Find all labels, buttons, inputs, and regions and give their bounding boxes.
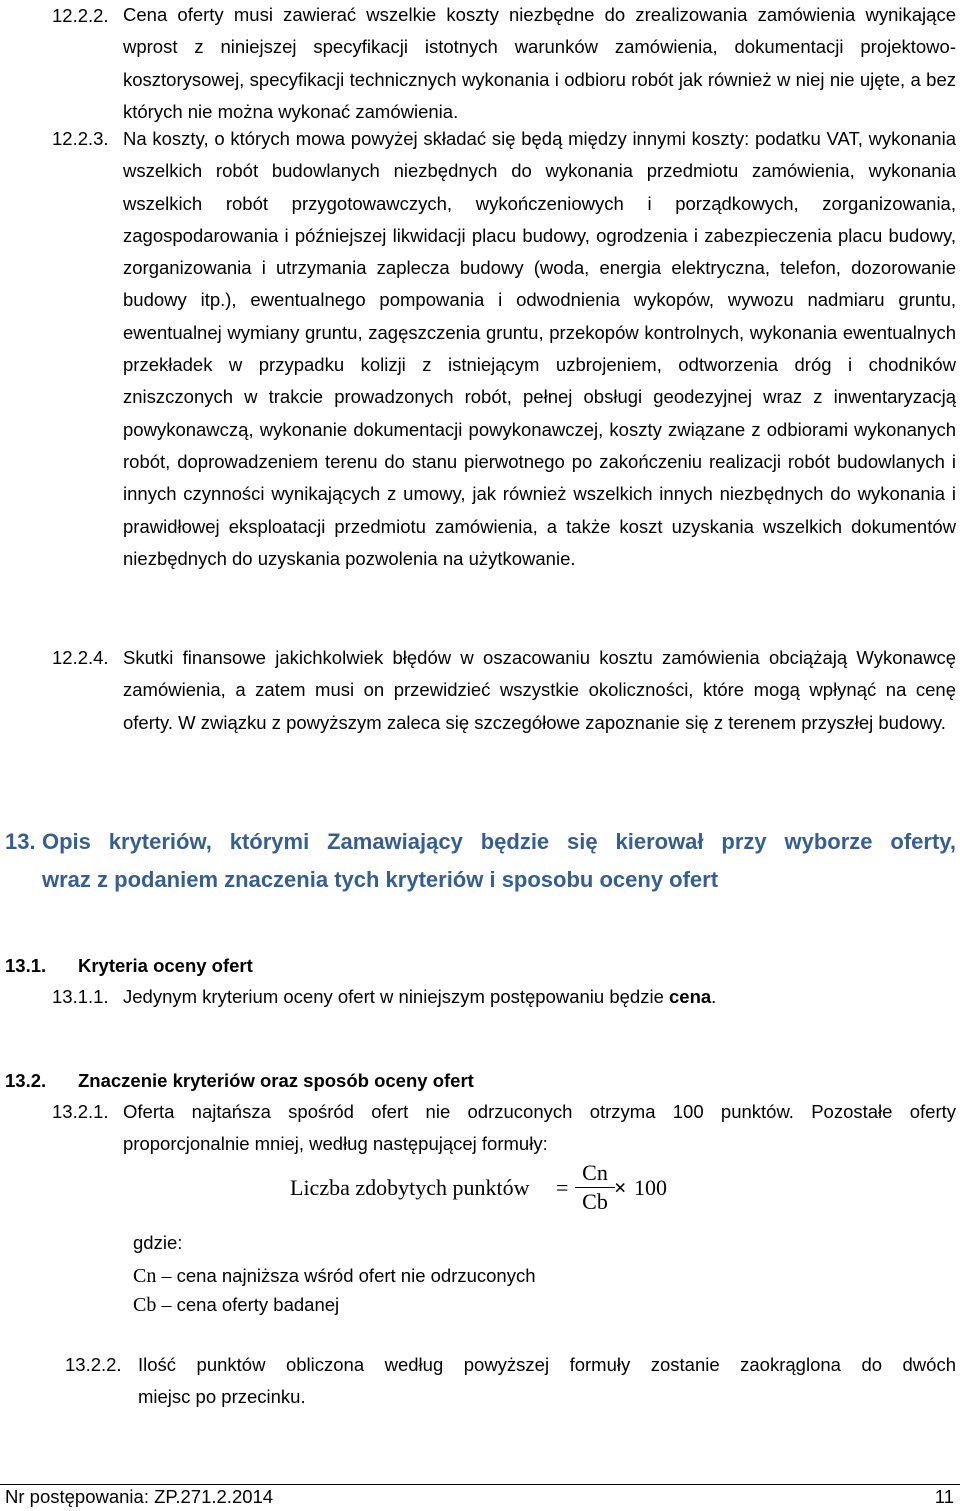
- formula-denominator: Cb: [582, 1189, 608, 1214]
- page-number: 11: [934, 1486, 954, 1507]
- item-text: Jedynym kryterium oceny ofert w niniejszym postępowaniu będzie cena.: [123, 986, 717, 1007]
- paragraph-number: 12.2.4.: [52, 647, 109, 668]
- subsection-number: 13.1.: [5, 955, 47, 976]
- footer-divider: [0, 1484, 960, 1485]
- section-heading-line2: wraz z podaniem znaczenia tych kryteriów i sposobu oceny ofert: [42, 867, 719, 892]
- fraction-bar: [575, 1187, 615, 1188]
- formula-numerator: Cn: [582, 1160, 608, 1185]
- footer-reference: Nr postępowania: ZP.271.2.2014: [5, 1486, 274, 1507]
- legend-cn-text: cena najniższa wśród ofert nie odrzuconych: [176, 1265, 536, 1286]
- legend-cn-symbol: Cn: [133, 1265, 157, 1287]
- legend-cb-symbol: Cb: [133, 1294, 157, 1316]
- formula-left: Liczba zdobytych punktów: [290, 1175, 530, 1200]
- paragraph-text: Cena oferty musi zawierać wszelkie koszty niezbędne do zrealizowania zamówienia wynikające wprost z niniejszej specyfikacji istotnych warunków zamówienia, dokumentacji projektowo-kosztorysowej, specyfikacji technicznych wykonania i odbioru robót jak również w niej nie ujęte, a bez których nie można wykonać zamówienia.: [123, 4, 956, 122]
- legend-cn-dash: –: [161, 1265, 172, 1287]
- legend-cn: [133, 1260, 536, 1292]
- paragraph-text: Na koszty, o których mowa powyżej składać się będą między innymi koszty: podatku VAT, wykonania wszelkich robót budowlanych niezbędnych do wykonania przedmiotu zamówienia, wykonania wszelkich robót przygotowawczych, wykończeniowych i porządkowych, zorganizowania, zagospodarowania i późniejszej likwidacji placu budowy, ogrodzenia i zabezpieczenia placu budowy, zorganizowania i utrzymania zaplecza budowy (woda, energia elektryczna, telefon, dozorowanie budowy itp.), ewentualnego pompowania i odwodnienia wykopów, wywozu nadmiaru gruntu, ewentualnej wymiany gruntu, zagęszczenia gruntu, przekopów kontrolnych, wykonania ewentualnych przekładek w przypadku kolizji z istniejącym uzbrojeniem, odtworzenia dróg i chodników zniszczonych w trakcie prowadzonych robót, pełnej obsługi geodezyjnej wraz z inwentaryzacją powykonawczą, wykonanie dokumentacji powykonawczej, koszty związane z odbiorami wykonanych robót, doprowadzeniem terenu do stanu pierwotnego po zakończeniu realizacji robót budowlanych i innych czynności wynikających z umowy, jak również wszelkich innych niezbędnych do wykonania i prawidłowej eksploatacji przedmiotu zamówienia, a także koszt uzyskania wszelkich dokumentów niezbędnych do uzyskania pozwolenia na użytkowanie.: [123, 128, 956, 569]
- item-number: 13.2.2.: [65, 1354, 122, 1375]
- paragraph-text: Skutki finansowe jakichkolwiek błędów w oszacowaniu kosztu zamówienia obciążają Wykonawcę zamówienia, a zatem musi on przewidzieć wszystkie okoliczności, które mogą wpłynąć na cenę oferty. W związku z powyższym zaleca się szczegółowe zapoznanie się z terenem przyszłej budowy.: [123, 647, 956, 733]
- subsection-title: Kryteria oceny ofert: [78, 955, 253, 976]
- item-number: 13.2.1.: [52, 1101, 109, 1122]
- item-text-line2: miejsc po przecinku.: [138, 1386, 306, 1407]
- legend-where: gdzie:: [133, 1232, 183, 1253]
- legend-cb-text: cena oferty badanej: [176, 1294, 340, 1315]
- formula-equals: =: [556, 1175, 569, 1200]
- section-heading-line1: Opis kryteriów, którymi Zamawiający będzie się kierował przy wyborze oferty,: [42, 829, 956, 854]
- section-number: 13.: [5, 829, 36, 854]
- legend-cb-dash: –: [161, 1294, 172, 1316]
- formula-factor: 100: [634, 1175, 667, 1200]
- legend-cb: [133, 1289, 339, 1321]
- item-text-line1: Oferta najtańsza spośród ofert nie odrzuconych otrzyma 100 punktów. Pozostałe oferty: [123, 1101, 956, 1122]
- formula-fraction: [575, 1160, 615, 1215]
- paragraph-number: 12.2.2.: [52, 5, 109, 26]
- paragraph-number: 12.2.3.: [52, 128, 109, 149]
- item-text-line1: Ilość punktów obliczona według powyższej formuły zostanie zaokrąglona do dwóch: [138, 1354, 956, 1375]
- item-number: 13.1.1.: [52, 986, 109, 1007]
- formula-times: ×: [614, 1175, 627, 1200]
- subsection-title: Znaczenie kryteriów oraz sposób oceny ofert: [78, 1070, 474, 1091]
- item-text-line2: proporcjonalnie mniej, według następującej formuły:: [123, 1133, 548, 1154]
- subsection-number: 13.2.: [5, 1070, 47, 1091]
